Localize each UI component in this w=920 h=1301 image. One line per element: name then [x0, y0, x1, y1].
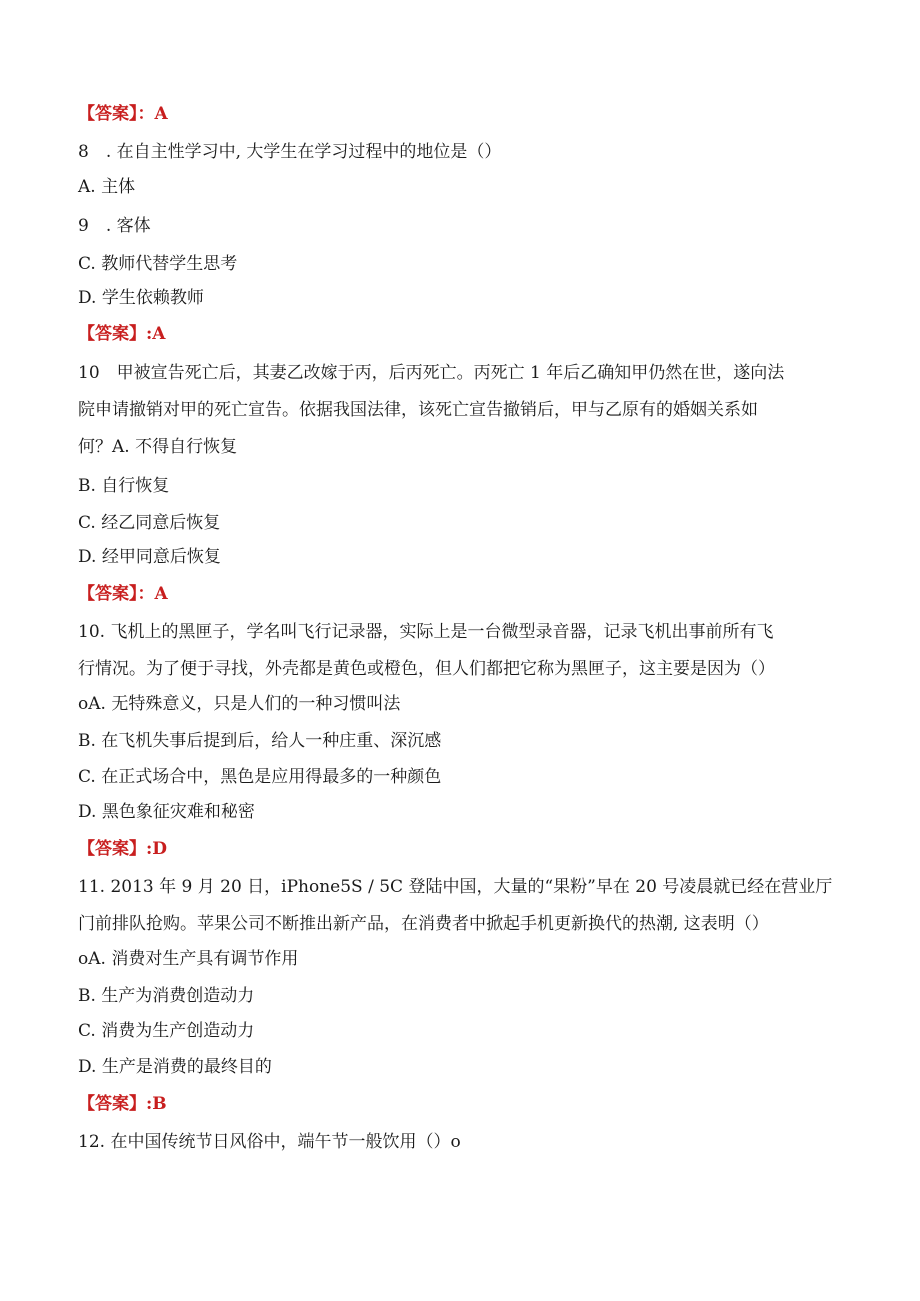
question-8-option-b: 9 . 客体: [78, 216, 151, 236]
question-10b-stem-line-2: 行情况。为了便于寻找，外壳都是黄色或橙色，但人们都把它称为黑匣子，这主要是因为（）: [78, 659, 775, 679]
answer-label: 【答案】：A: [78, 584, 168, 604]
question-10a-option-b: B. 自行恢复: [78, 476, 170, 496]
question-10b-option-c: C. 在正式场合中，黑色是应用得最多的一种颜色: [78, 767, 442, 787]
question-12-stem: 12. 在中国传统节日风俗中，端午节一般饮用（）o: [78, 1132, 461, 1152]
question-10b-option-a: oA. 无特殊意义，只是人们的一种习惯叫法: [78, 694, 401, 714]
question-10a-option-c: C. 经乙同意后恢复: [78, 513, 221, 533]
answer-label: 【答案】:D: [78, 839, 168, 859]
answer-label: 【答案】：A: [78, 104, 168, 124]
question-10a-option-d: D. 经甲同意后恢复: [78, 547, 221, 567]
answer-label: 【答案】:A: [78, 324, 166, 344]
question-10b-option-b: B. 在飞机失事后提到后，给人一种庄重、深沉感: [78, 731, 442, 751]
answer-label: 【答案】:B: [78, 1094, 167, 1114]
question-8-option-a: A. 主体: [78, 177, 136, 197]
question-11-stem-line-1: 11. 2013 年 9 月 20 日，iPhone5S / 5C 登陆中国，大量的“果粉”早在 20 号凌晨就已经在营业厅: [78, 877, 833, 897]
question-11-option-d: D. 生产是消费的最终目的: [78, 1057, 272, 1077]
question-10a-stem-line-3: 何？A. 不得自行恢复: [78, 437, 238, 457]
question-10b-option-d: D. 黑色象征灾难和秘密: [78, 802, 255, 822]
question-11-option-c: C. 消费为生产创造动力: [78, 1021, 255, 1041]
question-8-option-c: C. 教师代替学生思考: [78, 254, 238, 274]
question-10a-stem-line-2: 院申请撤销对甲的死亡宣告。依据我国法律，该死亡宣告撤销后，甲与乙原有的婚姻关系如: [78, 400, 758, 420]
question-8-option-d: D. 学生依赖教师: [78, 288, 204, 308]
question-11-option-b: B. 生产为消费创造动力: [78, 986, 255, 1006]
question-10b-stem-line-1: 10. 飞机上的黑匣子，学名叫飞行记录器，实际上是一台微型录音器，记录飞机出事前所有飞: [78, 622, 774, 642]
question-11-option-a: oA. 消费对生产具有调节作用: [78, 949, 299, 969]
question-10a-stem-line-1: 10 甲被宣告死亡后，其妻乙改嫁于丙，后丙死亡。丙死亡 1 年后乙确知甲仍然在世，遂向法: [78, 363, 785, 383]
question-11-stem-line-2: 门前排队抢购。苹果公司不断推出新产品，在消费者中掀起手机更新换代的热潮, 这表明（）: [78, 914, 769, 934]
question-8-stem: 8 . 在自主性学习中, 大学生在学习过程中的地位是（）: [78, 142, 502, 162]
